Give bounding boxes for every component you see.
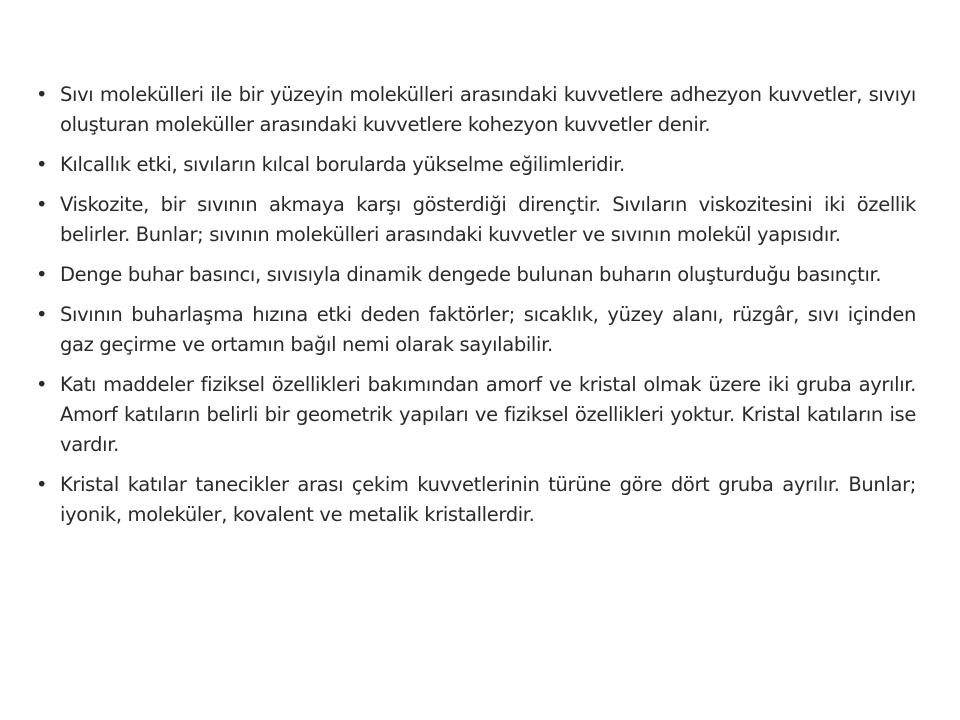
bullet-text: Kılcallık etki, sıvıların kılcal borularda yükselme eğilimleridir. — [60, 153, 625, 176]
bullet-item-vapor-pressure — [36, 260, 916, 290]
bullet-text: Viskozite, bir sıvının akmaya karşı gösterdiği dirençtir. Sıvıların viskozitesini iki özellik belirler. Bunlar; sıvının molekülleri arasındaki kuvvetler ve sıvının molekül yapısıdır. — [60, 193, 916, 246]
bullet-dot-icon: • — [36, 473, 48, 496]
bullet-dot-icon: • — [36, 83, 48, 106]
bullet-dot-icon: • — [36, 153, 48, 176]
bullet-dot-icon: • — [36, 263, 48, 286]
bullet-item-evaporation-factors — [36, 300, 916, 360]
bullet-dot-icon: • — [36, 373, 48, 396]
bullet-text: Sıvının buharlaşma hızına etki deden faktörler; sıcaklık, yüzey alanı, rüzgâr, sıvı içinden gaz geçirme ve ortamın bağıl nemi olarak sayılabilir. — [60, 303, 916, 356]
bullet-text: Denge buhar basıncı, sıvısıyla dinamik dengede bulunan buharın oluşturduğu basınçtır. — [60, 263, 882, 286]
bullet-dot-icon: • — [36, 303, 48, 326]
summary-bullet-list — [36, 80, 916, 540]
bullet-item-amorphous-crystalline — [36, 370, 916, 460]
bullet-dot-icon: • — [36, 193, 48, 216]
bullet-item-capillarity — [36, 150, 916, 180]
bullet-item-crystal-types — [36, 470, 916, 530]
bullet-text: Kristal katılar tanecikler arası çekim kuvvetlerinin türüne göre dört gruba ayrılır. Bunlar; iyonik, moleküler, kovalent ve metalik kristallerdir. — [60, 473, 916, 526]
bullet-item-adhesion-cohesion — [36, 80, 916, 140]
bullet-item-viscosity — [36, 190, 916, 250]
bullet-text: Sıvı molekülleri ile bir yüzeyin molekülleri arasındaki kuvvetlere adhezyon kuvvetler, sıvıyı oluşturan moleküller arasındaki kuvvetlere kohezyon kuvvetler denir. — [60, 83, 916, 136]
bullet-text: Katı maddeler fiziksel özellikleri bakımından amorf ve kristal olmak üzere iki gruba ayrılır. Amorf katıların belirli bir geometrik yapıları ve fiziksel özellikleri yoktur. Kristal katıların ise vardır. — [60, 373, 916, 456]
